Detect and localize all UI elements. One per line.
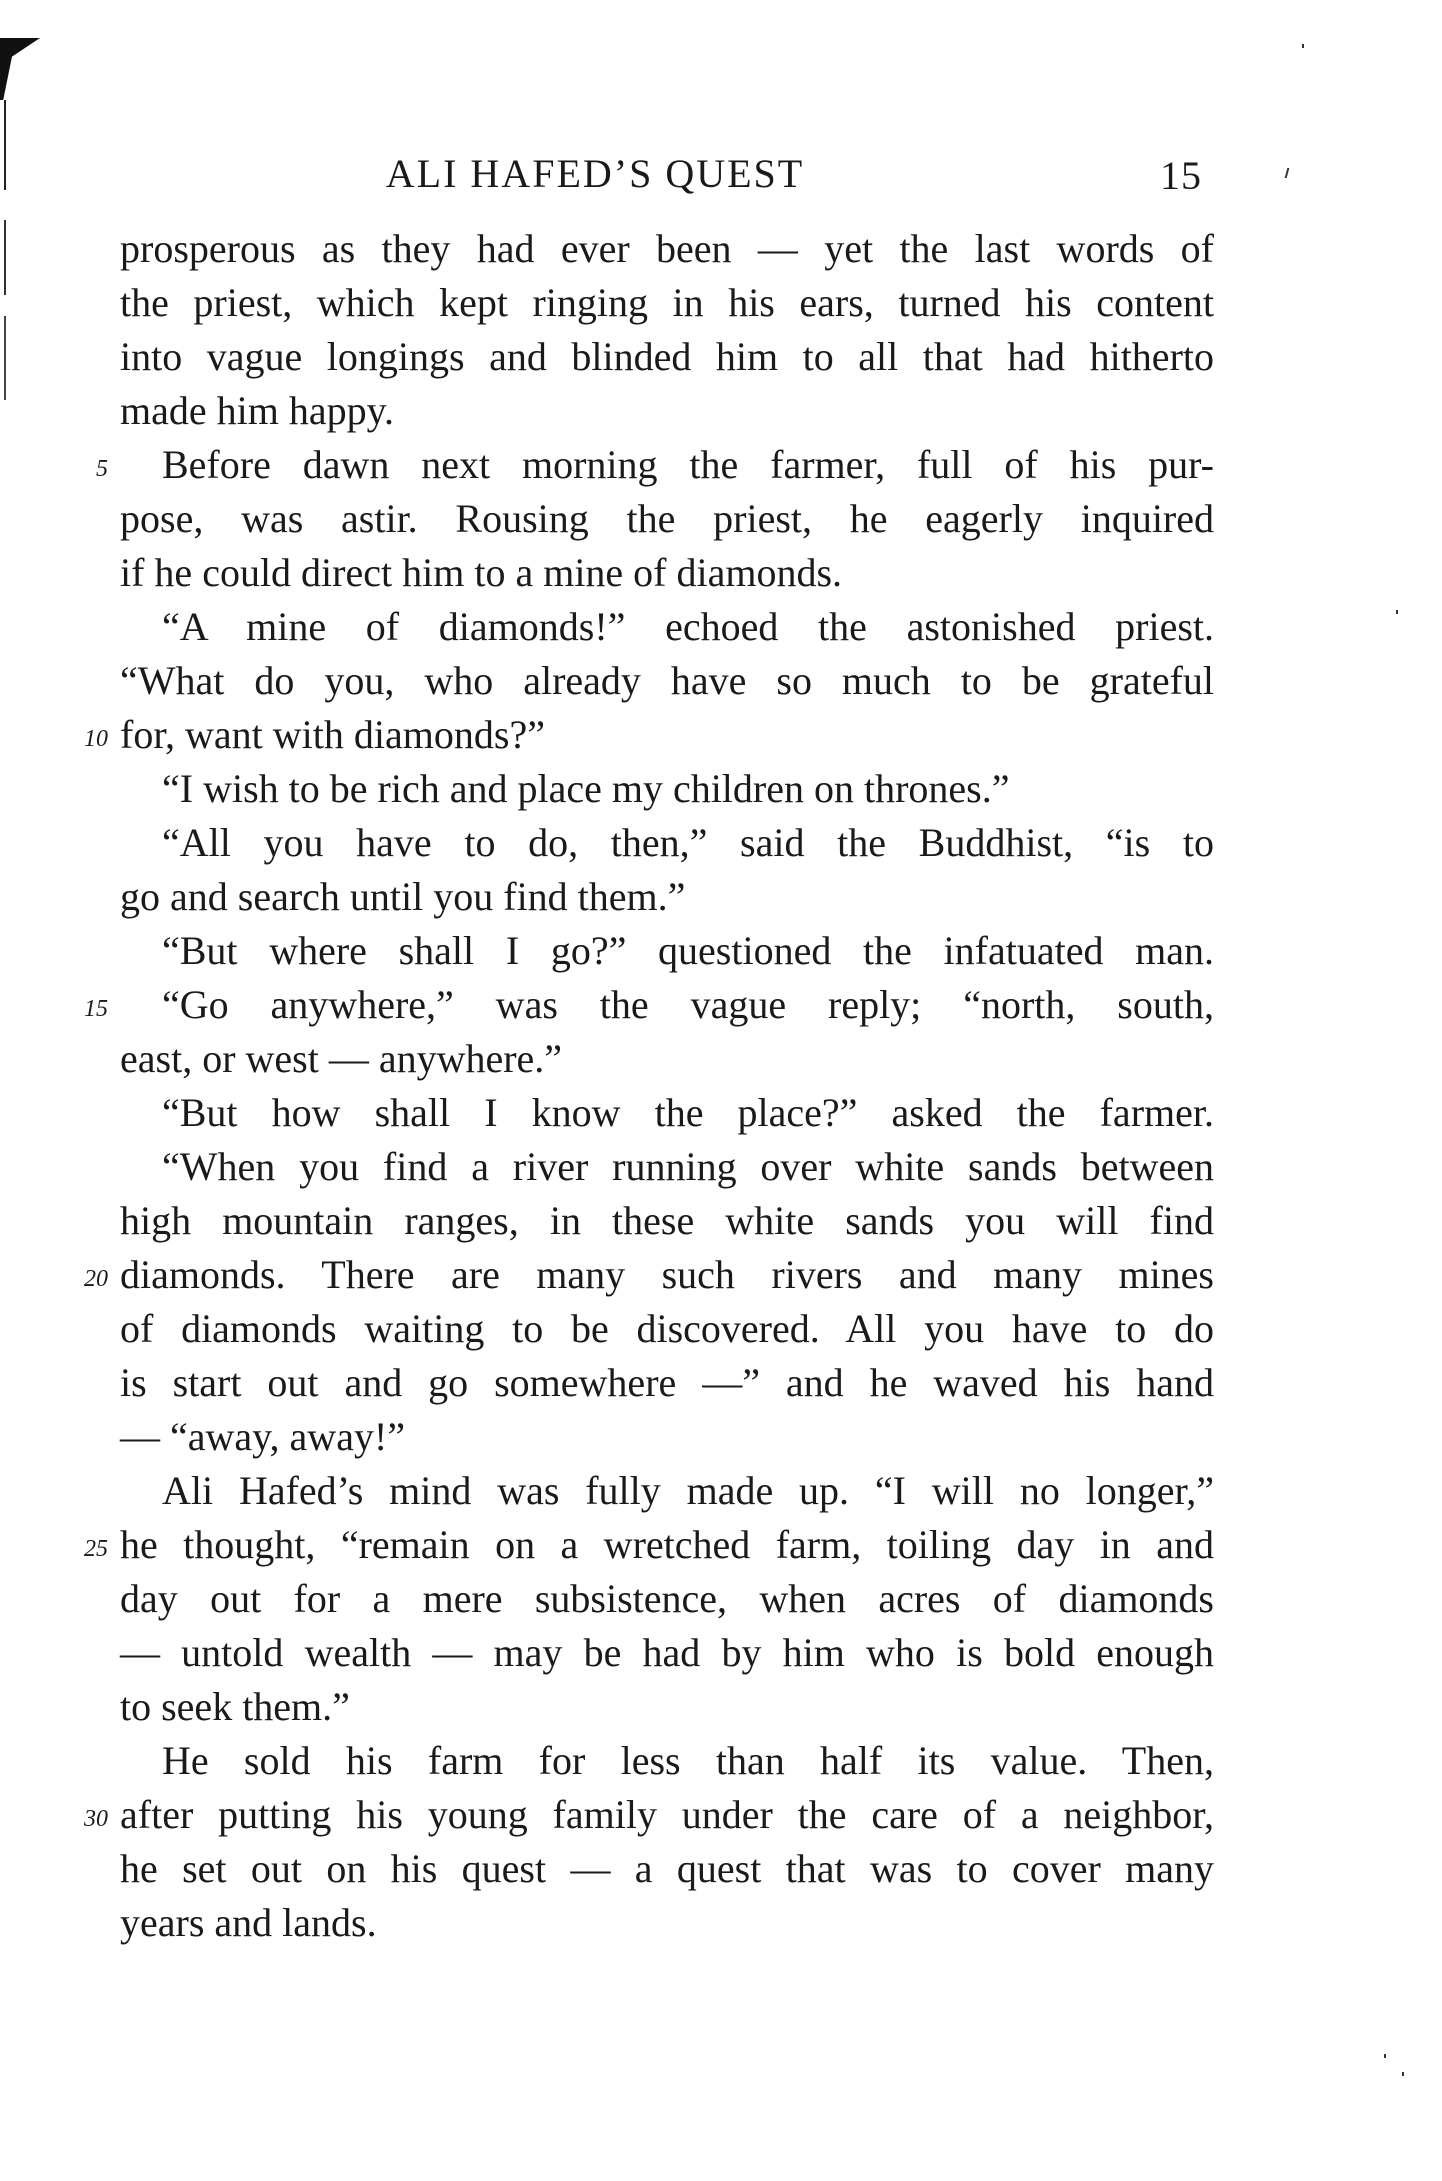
text-line <box>120 276 1214 330</box>
text-line <box>120 600 1214 654</box>
body-text <box>84 222 1214 1950</box>
paper-speck <box>1302 44 1304 48</box>
text-line <box>120 384 1214 438</box>
line-text: made him happy. <box>120 388 395 433</box>
text-line <box>120 1140 1214 1194</box>
line-text: into vague longings and blinded him to all that had hitherto <box>120 334 1214 379</box>
text-line <box>120 1086 1214 1140</box>
text-line <box>120 222 1214 276</box>
text-line <box>120 762 1214 816</box>
text-line <box>84 1788 1214 1842</box>
running-title: ALI HAFED’S QUEST <box>385 151 805 196</box>
text-line <box>120 870 1214 924</box>
line-number: 20 <box>84 1266 108 1292</box>
text-line <box>120 654 1214 708</box>
line-text: diamonds. There are many such rivers and many mines <box>120 1252 1214 1297</box>
binding-edge-shadow <box>4 100 6 400</box>
text-line <box>120 546 1214 600</box>
paper-speck <box>1384 2054 1386 2058</box>
text-line <box>84 1248 1214 1302</box>
text-line <box>120 1410 1214 1464</box>
text-line <box>120 1194 1214 1248</box>
text-line <box>120 924 1214 978</box>
line-text: go and search until you find them.” <box>120 874 686 919</box>
line-text: he set out on his quest — a quest that was to cover many <box>120 1846 1214 1891</box>
line-text: after putting his young family under the care of a neighbor, <box>120 1792 1214 1837</box>
line-number: 15 <box>84 996 108 1022</box>
line-text: “All you have to do, then,” said the Buddhist, “is to <box>162 820 1214 865</box>
text-line <box>120 1302 1214 1356</box>
line-text: prosperous as they had ever been — yet the last words of <box>120 226 1214 271</box>
line-text: “But how shall I know the place?” asked the farmer. <box>162 1090 1214 1135</box>
text-line <box>120 1626 1214 1680</box>
line-text: for, want with diamonds?” <box>120 712 545 757</box>
text-line <box>120 1896 1214 1950</box>
line-number: 25 <box>84 1536 108 1562</box>
line-text: pose, was astir. Rousing the priest, he eagerly inquired <box>120 496 1214 541</box>
text-line <box>120 1572 1214 1626</box>
line-text: if he could direct him to a mine of diamonds. <box>120 550 843 595</box>
line-text: — untold wealth — may be had by him who is bold enough <box>120 1630 1214 1675</box>
text-line <box>120 1464 1214 1518</box>
running-head <box>0 150 1442 200</box>
line-text: years and lands. <box>120 1900 377 1945</box>
line-text: “When you find a river running over white sands between <box>162 1144 1214 1189</box>
line-text: of diamonds waiting to be discovered. All you have to do <box>120 1306 1214 1351</box>
line-text: he thought, “remain on a wretched farm, toiling day in and <box>120 1522 1214 1567</box>
line-text: — “away, away!” <box>120 1414 406 1459</box>
paper-speck <box>1402 2072 1404 2076</box>
line-number: 30 <box>84 1806 108 1832</box>
line-text: the priest, which kept ringing in his ears, turned his content <box>120 280 1214 325</box>
page-number: 15 <box>1160 153 1202 198</box>
line-text: “I wish to be rich and place my children on thrones.” <box>162 766 1010 811</box>
text-line <box>120 330 1214 384</box>
text-line <box>120 1734 1214 1788</box>
line-text: “But where shall I go?” questioned the infatuated man. <box>162 928 1214 973</box>
text-line <box>120 816 1214 870</box>
line-text: “What do you, who already have so much to be grateful <box>120 658 1214 703</box>
line-text: Ali Hafed’s mind was fully made up. “I will no longer,” <box>162 1468 1214 1513</box>
line-text: “Go anywhere,” was the vague reply; “north, south, <box>162 982 1214 1027</box>
line-number: 5 <box>96 456 108 482</box>
text-line <box>120 492 1214 546</box>
line-text: to seek them.” <box>120 1684 350 1729</box>
line-text: is start out and go somewhere —” and he waved his hand <box>120 1360 1214 1405</box>
line-text: Before dawn next morning the farmer, full of his pur- <box>162 442 1214 487</box>
text-line <box>120 1842 1214 1896</box>
paper-speck <box>1396 610 1398 614</box>
text-line <box>120 1032 1214 1086</box>
line-text: He sold his farm for less than half its value. Then, <box>162 1738 1214 1783</box>
line-text: high mountain ranges, in these white sands you will find <box>120 1198 1214 1243</box>
line-text: “A mine of diamonds!” echoed the astonished priest. <box>162 604 1214 649</box>
text-line <box>96 438 1214 492</box>
text-line <box>84 1518 1214 1572</box>
binding-edge-mark <box>0 38 40 100</box>
line-number: 10 <box>84 726 108 752</box>
text-line <box>84 978 1214 1032</box>
line-text: east, or west — anywhere.” <box>120 1036 563 1081</box>
line-text: day out for a mere subsistence, when acres of diamonds <box>120 1576 1214 1621</box>
text-line <box>84 708 1214 762</box>
text-line <box>120 1680 1214 1734</box>
text-line <box>120 1356 1214 1410</box>
